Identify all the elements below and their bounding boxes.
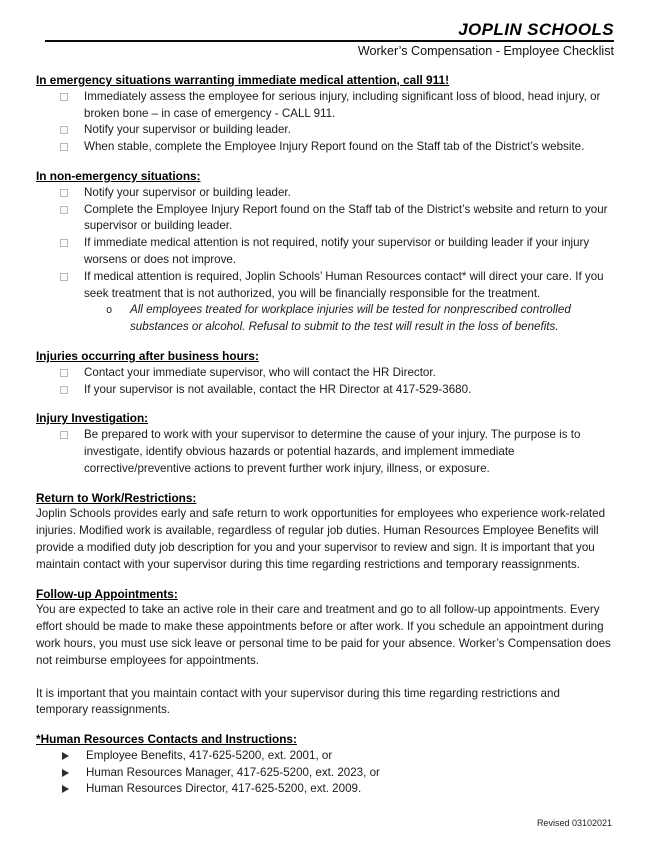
checklist-subitem: [36, 302, 614, 336]
checklist-item: [36, 122, 614, 139]
revision-note: Revised 03102021: [536, 818, 612, 828]
contact-list-item: [36, 748, 614, 765]
section-heading: Injuries occurring after business hours:: [36, 348, 259, 363]
checklist-item: [36, 235, 614, 269]
checklist-item: [36, 269, 614, 303]
section-emergency: [36, 72, 614, 156]
checklist-item: [36, 89, 614, 123]
section-heading: Follow-up Appointments:: [36, 586, 178, 601]
checklist-item: [36, 427, 614, 477]
checklist-item-text: When stable, complete the Employee Injury Report found on the Staff tab of the District’s website.: [84, 140, 585, 154]
section-injury-investigation: [36, 410, 614, 477]
arrowhead-bullet-icon: [62, 785, 69, 793]
page-title: JOPLIN SCHOOLS: [458, 20, 614, 39]
checklist-item: [36, 202, 614, 236]
checkbox-icon: [60, 386, 68, 394]
checkbox-icon: [60, 126, 68, 134]
contact-list-item: [36, 765, 614, 782]
header-rule: [45, 20, 614, 42]
section-heading: Return to Work/Restrictions:: [36, 490, 197, 505]
checklist-item-text: If your supervisor is not available, contact the HR Director at 417-529-3680.: [84, 382, 472, 396]
checkbox-icon: [60, 93, 68, 101]
arrowhead-bullet-icon: [62, 769, 69, 777]
checklist: [36, 89, 614, 156]
checklist-item: [36, 139, 614, 156]
section-hr-contacts: [36, 731, 614, 798]
checklist-subitem-text: All employees treated for workplace injuries will be tested for nonprescribed controlled substances or alcohol. Refusal to submit to the test will result in the loss of benefits.: [130, 303, 571, 334]
checkbox-icon: [60, 189, 68, 197]
contact-list-item-text: Human Resources Director, 417-625-5200, ext. 2009.: [86, 782, 362, 796]
circle-bullet-icon: o: [106, 304, 113, 317]
section-after-hours: [36, 348, 614, 398]
checklist-item: [36, 365, 614, 382]
contact-list-item: [36, 781, 614, 798]
section-paragraph: You are expected to take an active role in their care and treatment and go to all follow-up appointments. Every effort should be made to make these appointments before or after work. If you schedule an appointment during work hours, you must use sick leave or personal time to be paid for your absence. Worker’s Compensation does not reimburse employees for appointments.: [36, 603, 611, 667]
section-non-emergency: [36, 168, 614, 336]
section-paragraph: Joplin Schools provides early and safe return to work opportunities for employees who experience work-related injuries. Modified work is available, regardless of regular job duties. Human Resources Employee Benefits will provide a modified duty job description for you and your supervisor to review and sign. It is important that you maintain contact with your supervisor during this time regarding restrictions and temporary reassignments.: [36, 507, 606, 571]
checklist-item-text: Contact your immediate supervisor, who will contact the HR Director.: [84, 365, 436, 379]
checklist-item: [36, 185, 614, 202]
section-paragraph: It is important that you maintain contact with your supervisor during this time regarding restrictions and temporary reassignments.: [36, 686, 560, 717]
checklist-item-text: Notify your supervisor or building leader.: [84, 123, 291, 137]
checklist: [36, 185, 614, 336]
checklist-item-text: If medical attention is required, Joplin Schools’ Human Resources contact* will direct your care. If you seek treatment that is not authorized, you will be financially responsible for the treatment.: [84, 269, 604, 300]
section-heading: In emergency situations warranting immediate medical attention, call 911!: [36, 73, 450, 87]
checklist-item-text: Immediately assess the employee for serious injury, including significant loss of blood, head injury, or broken bone – in case of emergency - CALL 911.: [84, 89, 601, 120]
checklist: [36, 365, 614, 399]
checklist: [36, 427, 614, 477]
checkbox-icon: [60, 206, 68, 214]
checkbox-icon: [60, 369, 68, 377]
checkbox-icon: [60, 143, 68, 151]
section-heading: In non-emergency situations:: [36, 168, 201, 183]
checklist-item: [36, 382, 614, 399]
checkbox-icon: [60, 273, 68, 281]
document-subtitle: Worker’s Compensation - Employee Checklist: [357, 44, 614, 58]
contact-list-item-text: Human Resources Manager, 417-625-5200, ext. 2023, or: [86, 765, 380, 779]
checklist-item-text: Complete the Employee Injury Report found on the Staff tab of the District’s website and return to your supervisor or building leader.: [84, 202, 608, 233]
section-return-to-work: [36, 490, 614, 574]
arrowhead-bullet-icon: [62, 752, 69, 760]
checkbox-icon: [60, 239, 68, 247]
contact-list: [36, 748, 614, 798]
checklist-item-text: Notify your supervisor or building leader.: [84, 185, 291, 199]
checklist-item-text: If immediate medical attention is not required, notify your supervisor or building leader if your injury worsens or does not improve.: [84, 236, 590, 266]
document-header: [36, 20, 614, 60]
section-heading: *Human Resources Contacts and Instructions:: [36, 732, 297, 747]
checkbox-icon: [60, 431, 68, 439]
contact-list-item-text: Employee Benefits, 417-625-5200, ext. 2001, or: [86, 748, 333, 762]
section-follow-up: [36, 586, 614, 720]
section-heading: Injury Investigation:: [36, 411, 149, 426]
checklist-item-text: Be prepared to work with your supervisor to determine the cause of your injury. The purpose is to investigate, identify obvious hazards or potential hazards, and implement immediate corrective/preventive actions to prevent further work injury, illness, or exposure.: [84, 428, 581, 475]
